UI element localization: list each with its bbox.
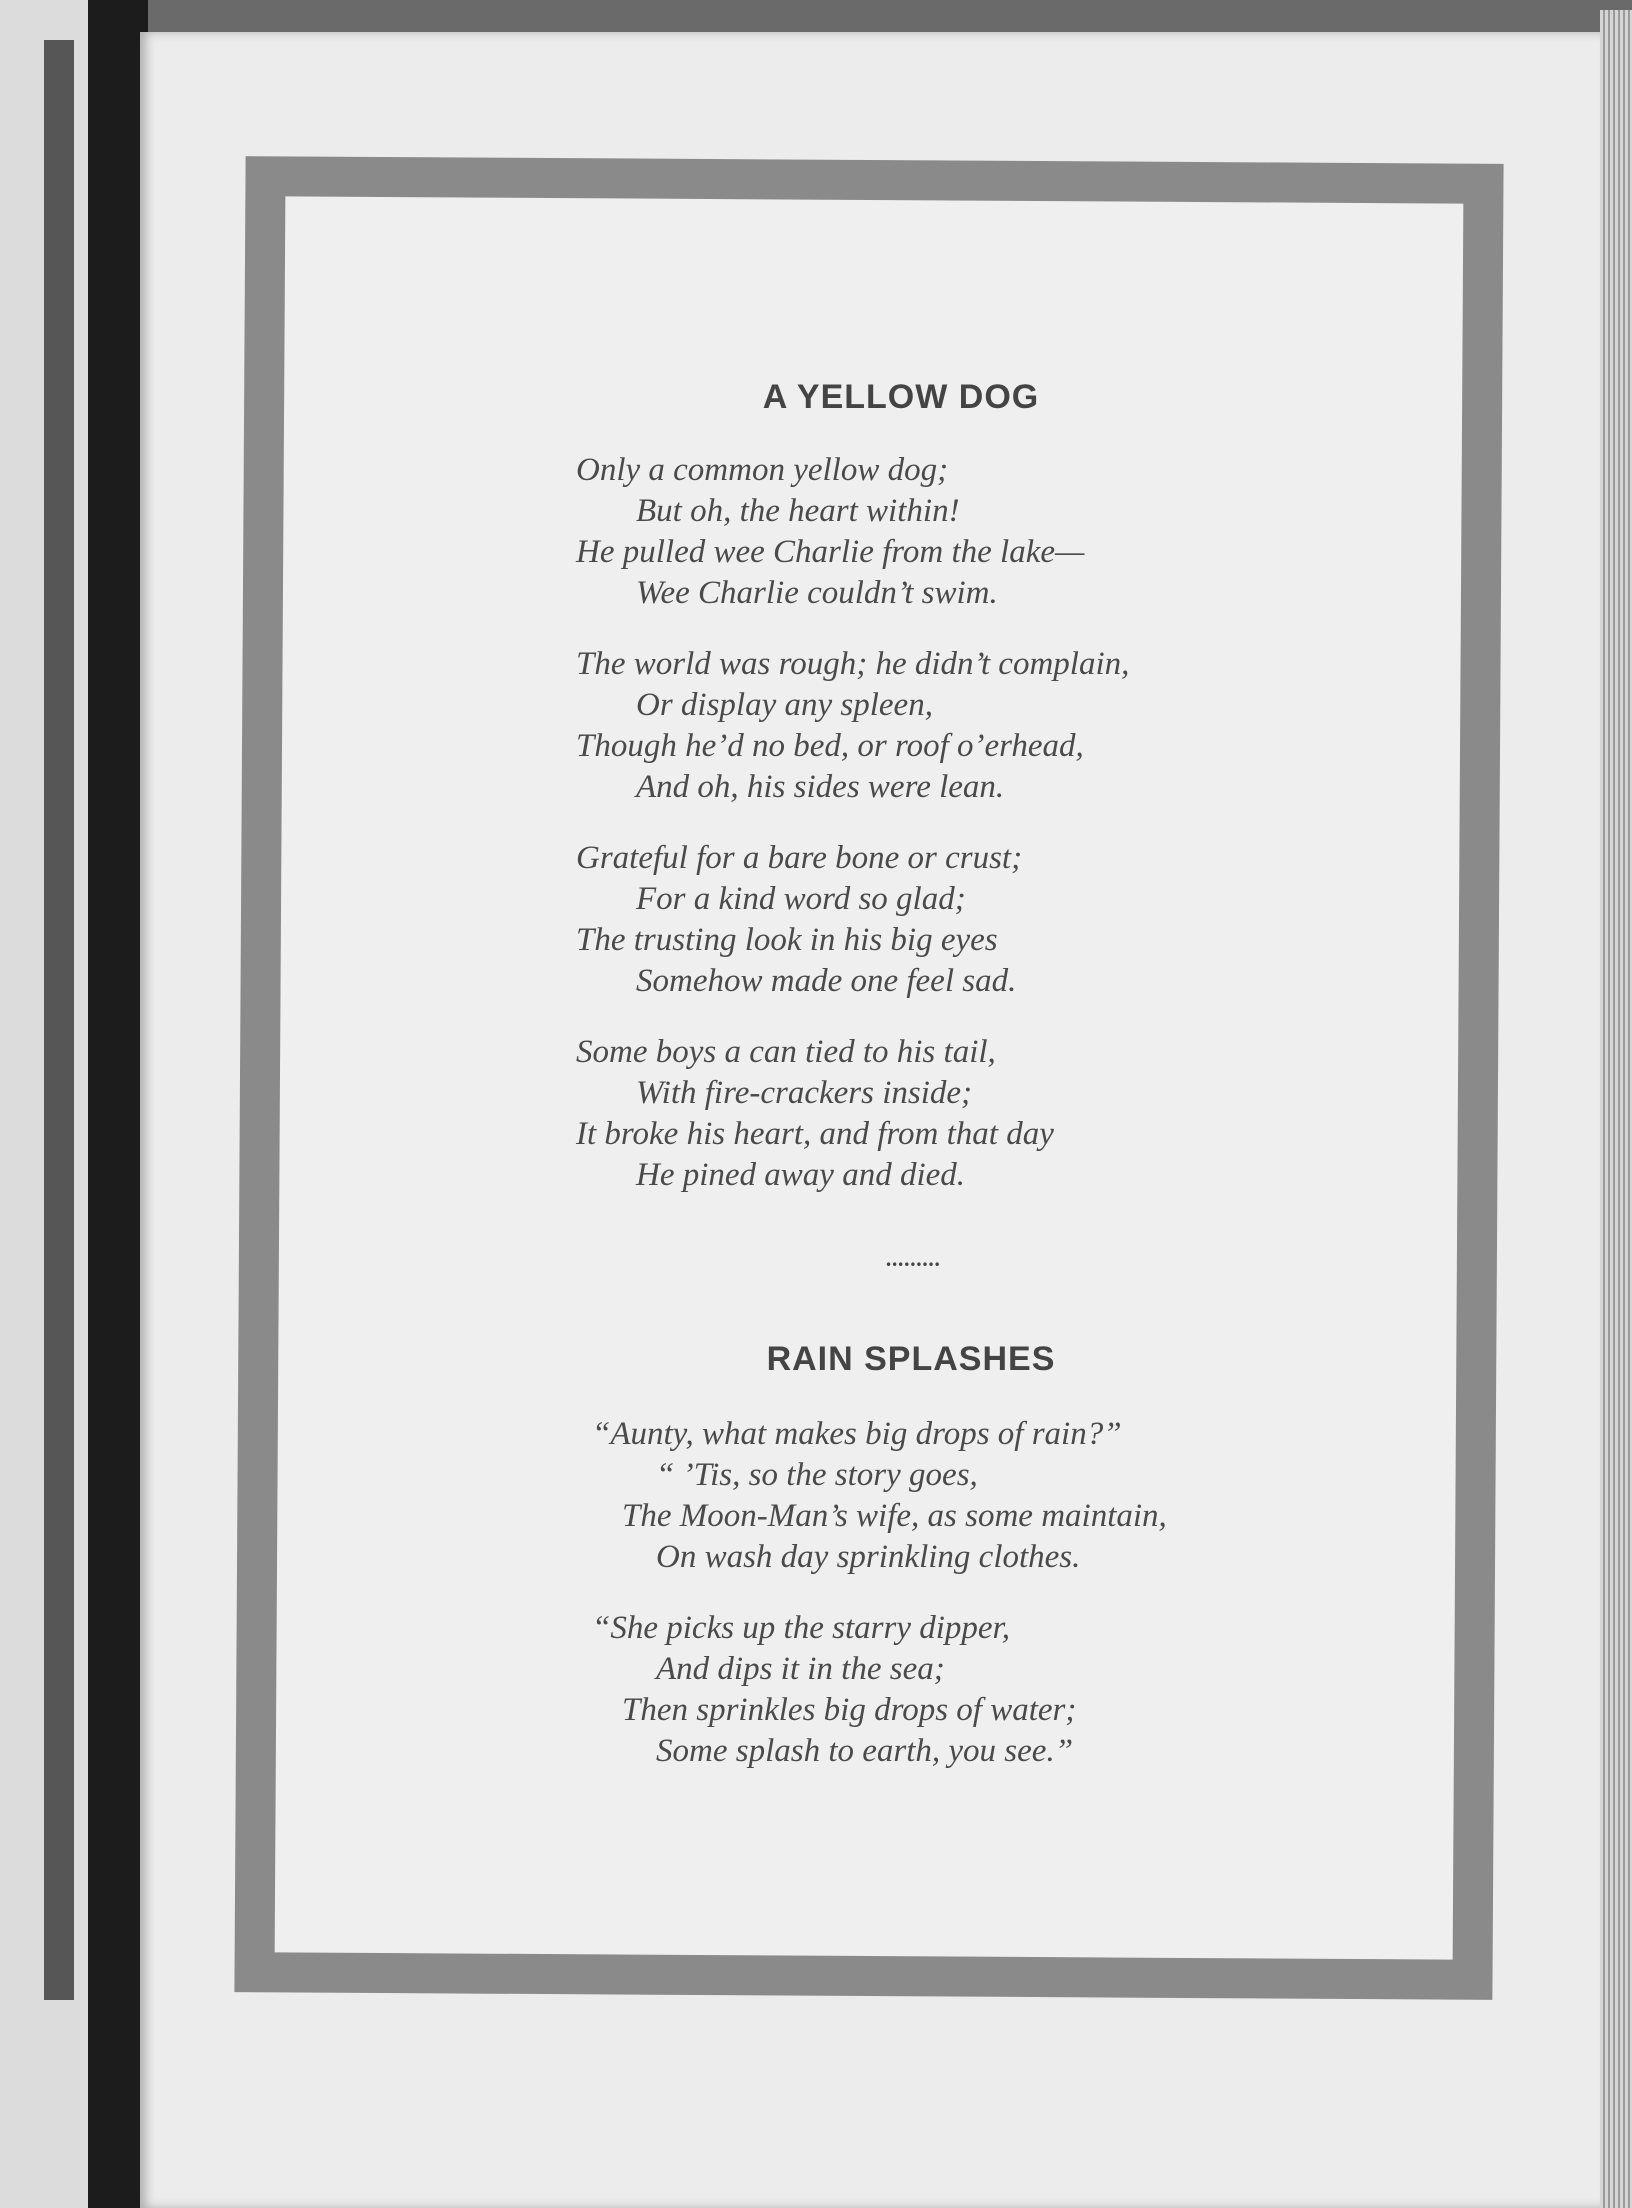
page-content [240, 160, 1498, 1996]
poem-line: The Moon-Man’s wife, as some maintain, [622, 1498, 1167, 1534]
poem-line: He pined away and died. [636, 1157, 966, 1193]
poem-line: For a kind word so glad; [636, 881, 966, 917]
poem-line: “Aunty, what makes big drops of rain?” [592, 1416, 1122, 1452]
poem-line: And dips it in the sea; [656, 1651, 945, 1687]
poem-line: Though he’d no bed, or roof o’erhead, [576, 728, 1084, 764]
poem-body-yellow-dog [576, 450, 1129, 1226]
poem-line: But oh, the heart within! [636, 493, 960, 529]
poem-line: Wee Charlie couldn’t swim. [636, 575, 998, 611]
stanza [576, 838, 1129, 1002]
poem-line: “ ’Tis, so the story goes, [656, 1457, 978, 1493]
stanza [576, 1032, 1129, 1196]
poem-line: Somehow made one feel sad. [636, 963, 1017, 999]
poem-line: On wash day sprinkling clothes. [656, 1539, 1081, 1575]
poem-line: Or display any spleen, [636, 687, 933, 723]
stanza [576, 450, 1129, 614]
stanza [592, 1608, 1167, 1772]
poem-line: With fire-crackers inside; [636, 1075, 973, 1111]
book-gutter [88, 0, 148, 2208]
poem-line: Only a common yellow dog; [576, 452, 949, 488]
left-page-edge [0, 0, 88, 2208]
poem-line: And oh, his sides were lean. [636, 769, 1005, 805]
poem-line: “She picks up the starry dipper, [592, 1610, 1010, 1646]
poem-line: The world was rough; he didn’t complain, [576, 646, 1130, 682]
poem-title: A YELLOW DOG [762, 378, 1040, 416]
stanza [592, 1414, 1167, 1578]
poem-line: Some splash to earth, you see.” [656, 1733, 1074, 1769]
poem-line: He pulled wee Charlie from the lake— [576, 534, 1085, 570]
stanza [576, 644, 1129, 808]
page-stack-edge [1600, 10, 1632, 2208]
poem-title: RAIN SPLASHES [766, 1340, 1056, 1378]
poem-line: Then sprinkles big drops of water; [622, 1692, 1077, 1728]
poem-line: Grateful for a bare bone or crust; [576, 840, 1023, 876]
poem-body-rain-splashes [592, 1414, 1167, 1802]
poem-line: Some boys a can tied to his tail, [576, 1034, 996, 1070]
left-page-shadow [44, 40, 74, 2000]
poem-line: It broke his heart, and from that day [576, 1116, 1054, 1152]
section-divider-ornament: ••••••••• [885, 1258, 940, 1272]
poem-line: The trusting look in his big eyes [576, 922, 998, 958]
